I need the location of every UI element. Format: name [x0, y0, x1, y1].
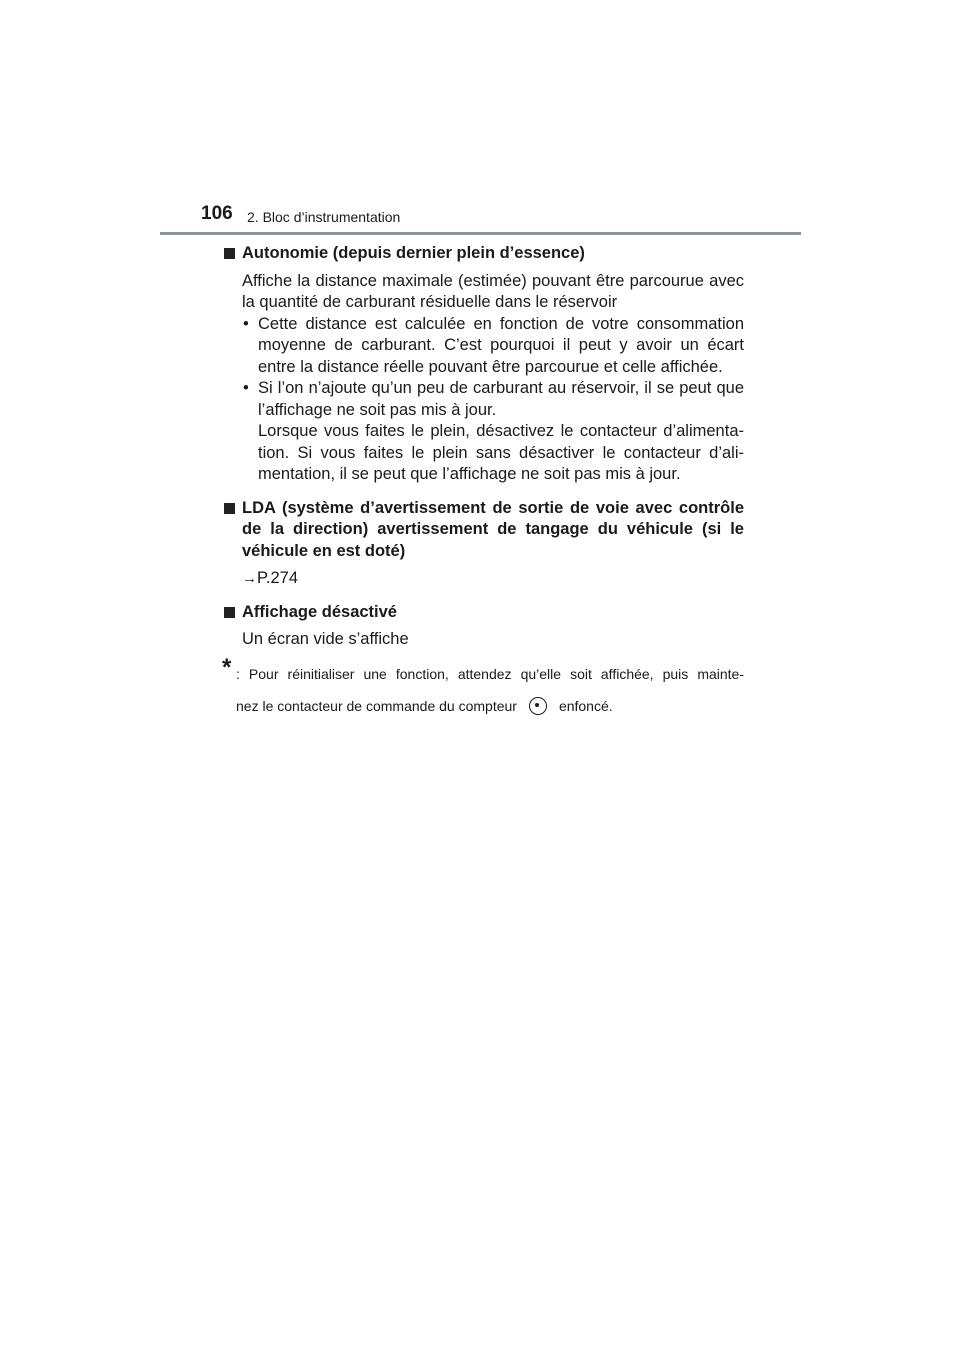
section-heading: [222, 602, 744, 624]
section-affichage: [222, 602, 744, 651]
bullet-dot-icon: •: [243, 379, 249, 397]
bullet-extra-text: Lorsque vous faites le plein, désactivez le contacteur d’alimenta-tion. Si vous faites le plein sans désactiver le contacteur d’ali-mentation, il se peut que l’affichage ne soit pas mis à jour.: [258, 422, 744, 483]
section-description: Un écran vide s’affiche: [242, 630, 409, 648]
footnote-text-before: nez le contacteur de commande du compteur: [236, 697, 517, 714]
section-autonomie: [222, 243, 744, 486]
page-number: 106: [201, 203, 233, 224]
page-content: [222, 243, 744, 717]
section-title: Affichage désactivé: [242, 602, 397, 621]
section-title: Autonomie (depuis dernier plein d’essence): [242, 244, 585, 262]
asterisk-icon: *: [222, 653, 232, 681]
bullet-item: [243, 378, 744, 486]
square-bullet-icon: [224, 248, 235, 259]
page-reference[interactable]: [222, 568, 744, 590]
footnote: [222, 653, 744, 717]
bullet-text: Si l’on n’ajoute qu’un peu de carburant au réservoir, il se peut que l’affichage ne soit pas mis à jour.: [258, 379, 744, 419]
footnote-text-continued: [236, 695, 744, 717]
square-bullet-icon: [224, 607, 235, 618]
arrow-right-icon: →: [242, 570, 257, 587]
bullet-text: Cette distance est calculée en fonction de votre consommation moyenne de carburant. C’est pourquoi il peut y avoir un écart entre la distance réelle pouvant être parcourue et celle affichée.: [258, 314, 744, 376]
meter-control-switch-icon: [529, 697, 547, 715]
section-title: LDA (système d’avertissement de sortie de voie avec contrôle de la direction) avertissement de tangage du véhicule (si le véhicule en est doté): [242, 498, 744, 560]
footnote-text-after: enfoncé.: [558, 697, 613, 714]
bullet-list: [222, 314, 744, 486]
section-heading: [222, 243, 744, 265]
header-divider: [160, 232, 801, 235]
bullet-dot-icon: •: [243, 314, 249, 333]
chapter-title: 2. Bloc d’instrumentation: [247, 209, 401, 225]
square-bullet-icon: [224, 503, 235, 514]
section-heading: [222, 498, 744, 563]
footnote-text: : Pour réinitialiser une fonction, attendez qu’elle soit affichée, puis mainte-: [236, 665, 744, 682]
section-lda: [222, 498, 744, 590]
bullet-item: [243, 314, 744, 379]
page-reference-text[interactable]: P.274: [257, 569, 298, 587]
section-description: Affiche la distance maximale (estimée) pouvant être parcourue avec la quantité de carburant résiduelle dans le réservoir: [242, 271, 744, 311]
